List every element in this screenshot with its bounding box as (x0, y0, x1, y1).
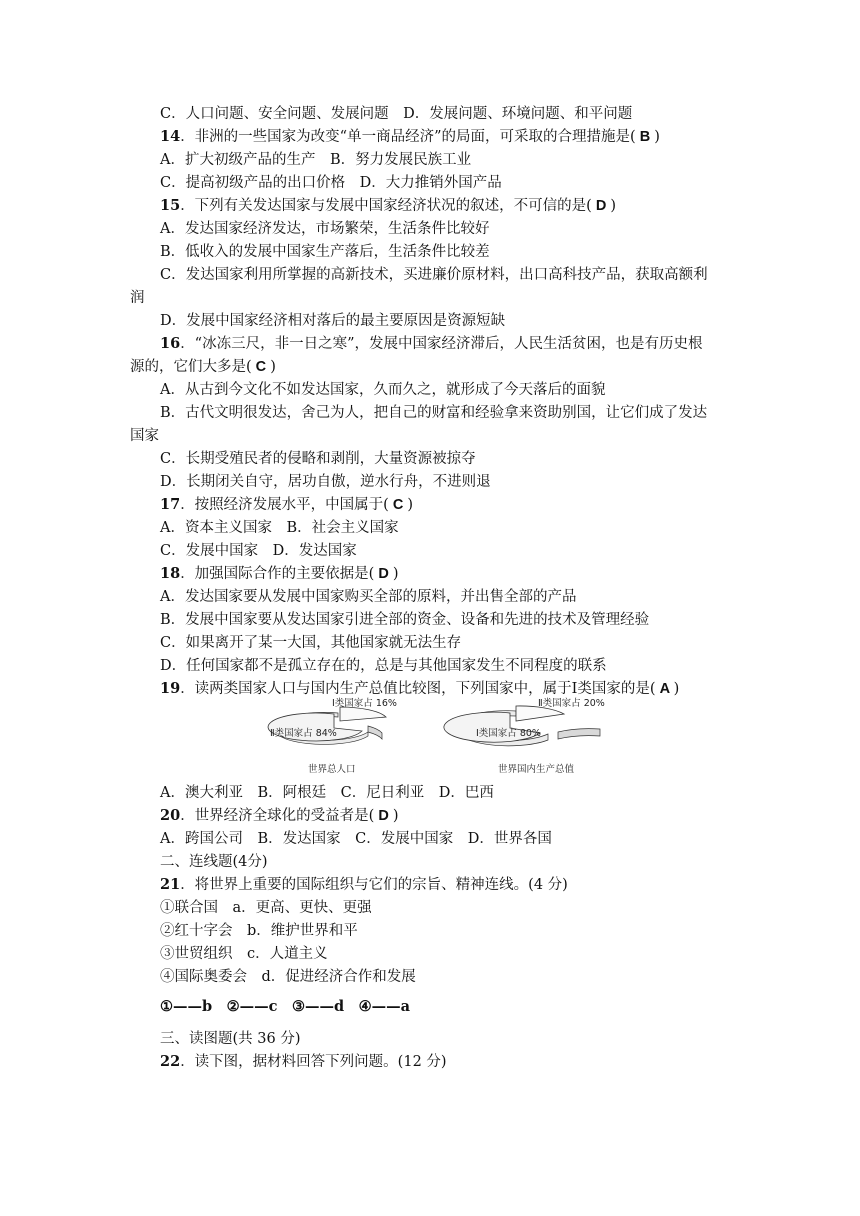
answer: D (374, 808, 393, 824)
q16-option-d: D．长期闭关自守，居功自傲，逆水行舟，不进则退 (160, 474, 491, 490)
question-stem: ．世界经济全球化的受益者是( (180, 808, 375, 824)
question-stem: ．将世界上重要的国际组织与它们的宗旨、精神连线。(4 分) (180, 877, 568, 893)
section-2-heading: 二、连线题(4分) (160, 854, 268, 870)
question-number: 16 (160, 335, 181, 352)
question-number: 22 (160, 1053, 181, 1070)
pie-label-small: Ⅱ类国家占 20% (538, 698, 605, 709)
question-number: 17 (160, 496, 181, 513)
q14-options-cd: C．提高初级产品的出口价格 D．大力推销外国产品 (160, 175, 502, 191)
question-number: 15 (160, 197, 181, 214)
pie-label-large: Ⅰ类国家占 80% (476, 728, 541, 739)
question-stem: ．“冰冻三尺，非一日之寒”，发展中国家经济滞后，人民生活贫困，也是有历史根 (180, 336, 703, 352)
question-21 (160, 875, 770, 895)
question-stem: ．加强国际合作的主要依据是( (180, 566, 375, 582)
question-number: 21 (160, 876, 181, 893)
question-number: 14 (160, 128, 181, 145)
bracket: ) (270, 359, 276, 375)
q17-options-ab: A．资本主义国家 B．社会主义国家 (160, 520, 399, 536)
pie-title: 世界国内生产总值 (498, 764, 575, 775)
q21-item-2: ②红十字会 b．维护世界和平 (160, 923, 358, 939)
answer: A (655, 681, 674, 697)
q18-option-c: C．如果离开了某一大国，其他国家就无法生存 (160, 635, 462, 651)
q15-option-a: A．发达国家经济发达，市场繁荣，生活条件比较好 (160, 221, 490, 237)
q14-options-ab: A．扩大初级产品的生产 B．努力发展民族工业 (160, 152, 472, 168)
question-16-cont (130, 357, 740, 377)
question-stem: ．读下图，据材料回答下列问题。(12 分) (180, 1054, 447, 1070)
pie-slice-small (340, 707, 386, 721)
question-16 (160, 334, 770, 354)
q15-option-b: B．低收入的发展中国家生产落后，生活条件比较差 (160, 244, 490, 260)
pie-chart-gdp (444, 697, 605, 775)
question-number: 18 (160, 565, 181, 582)
answer: D (591, 198, 611, 214)
question-number: 19 (160, 680, 181, 697)
question-number: 20 (160, 807, 181, 824)
q15-option-c-cont: 润 (130, 290, 145, 306)
q15-option-c: C．发达国家利用所掌握的高新技术，买进廉价原材料，出口高科技产品，获取高额利 (160, 267, 708, 283)
question-22 (160, 1052, 770, 1072)
answer: D (374, 566, 393, 582)
pie-chart-population (268, 697, 397, 775)
pie-side-small (368, 726, 382, 739)
q18-option-b: B．发展中国家要从发达国家引进全部的资金、设备和先进的技术及管理经验 (160, 612, 650, 628)
section-3-heading: 三、读图题(共 36 分) (160, 1031, 301, 1047)
question-14 (160, 127, 770, 147)
answer: C (388, 497, 408, 513)
pie-charts-figure (258, 690, 618, 778)
question-17 (160, 495, 770, 515)
q20-options: A．跨国公司 B．发达国家 C．发展中国家 D．世界各国 (160, 831, 552, 847)
q15-option-d: D．发展中国家经济相对落后的最主要原因是资源短缺 (160, 313, 506, 329)
q21-item-3: ③世贸组织 c．人道主义 (160, 946, 328, 962)
bracket: ) (407, 497, 414, 513)
q18-option-a: A．发达国家要从发展中国家购买全部的原料，并出售全部的产品 (160, 589, 577, 605)
q21-item-1: ①联合国 a．更高、更快、更强 (160, 900, 372, 916)
q16-option-b: B．古代文明很发达，舍己为人，把自己的财富和经验拿来资助别国，让它们成了发达 (160, 405, 708, 421)
question-stem: ．非洲的一些国家为改变“单一商品经济”的局面，可采取的合理措施是( (180, 129, 636, 145)
pie-label-small: Ⅰ类国家占 16% (332, 698, 397, 709)
question-stem: 源的，它们大多是( (130, 359, 252, 375)
bracket: ) (673, 681, 680, 697)
q13-options-cd: C．人口问题、安全问题、发展问题 D．发展问题、环境问题、和平问题 (160, 106, 633, 122)
question-stem: ．按照经济发展水平，中国属于( (180, 497, 389, 513)
q19-options: A．澳大利亚 B．阿根廷 C．尼日利亚 D．巴西 (160, 785, 494, 801)
pie-title: 世界总人口 (308, 764, 356, 775)
answer: C (251, 359, 271, 375)
pie-label-large: Ⅱ类国家占 84% (270, 728, 337, 739)
question-15 (160, 196, 770, 216)
q16-option-c: C．长期受殖民者的侵略和剥削，大量资源被掠夺 (160, 451, 476, 467)
question-20 (160, 806, 770, 826)
bracket: ) (392, 808, 399, 824)
pie-side-small (558, 729, 600, 739)
bracket: ) (392, 566, 399, 582)
question-stem: ．下列有关发达国家与发展中国家经济状况的叙述，不可信的是( (180, 198, 592, 214)
q16-option-b-cont: 国家 (130, 428, 159, 444)
q17-options-cd: C．发展中国家 D．发达国家 (160, 543, 357, 559)
question-stem: ．读两类国家人口与国内生产总值比较图，下列国家中，属于Ⅰ类国家的是( (180, 681, 656, 697)
bracket: ) (610, 198, 617, 214)
q21-item-4: ④国际奥委会 d．促进经济合作和发展 (160, 969, 416, 985)
q18-option-d: D．任何国家都不是孤立存在的，总是与其他国家发生不同程度的联系 (160, 658, 607, 674)
q21-answer: ①——b ②——c ③——d ④——a (160, 998, 410, 1015)
q16-option-a: A．从古到今文化不如发达国家，久而久之，就形成了今天落后的面貌 (160, 382, 606, 398)
answer: B (635, 129, 655, 145)
question-18 (160, 564, 770, 584)
bracket: ) (654, 129, 660, 145)
